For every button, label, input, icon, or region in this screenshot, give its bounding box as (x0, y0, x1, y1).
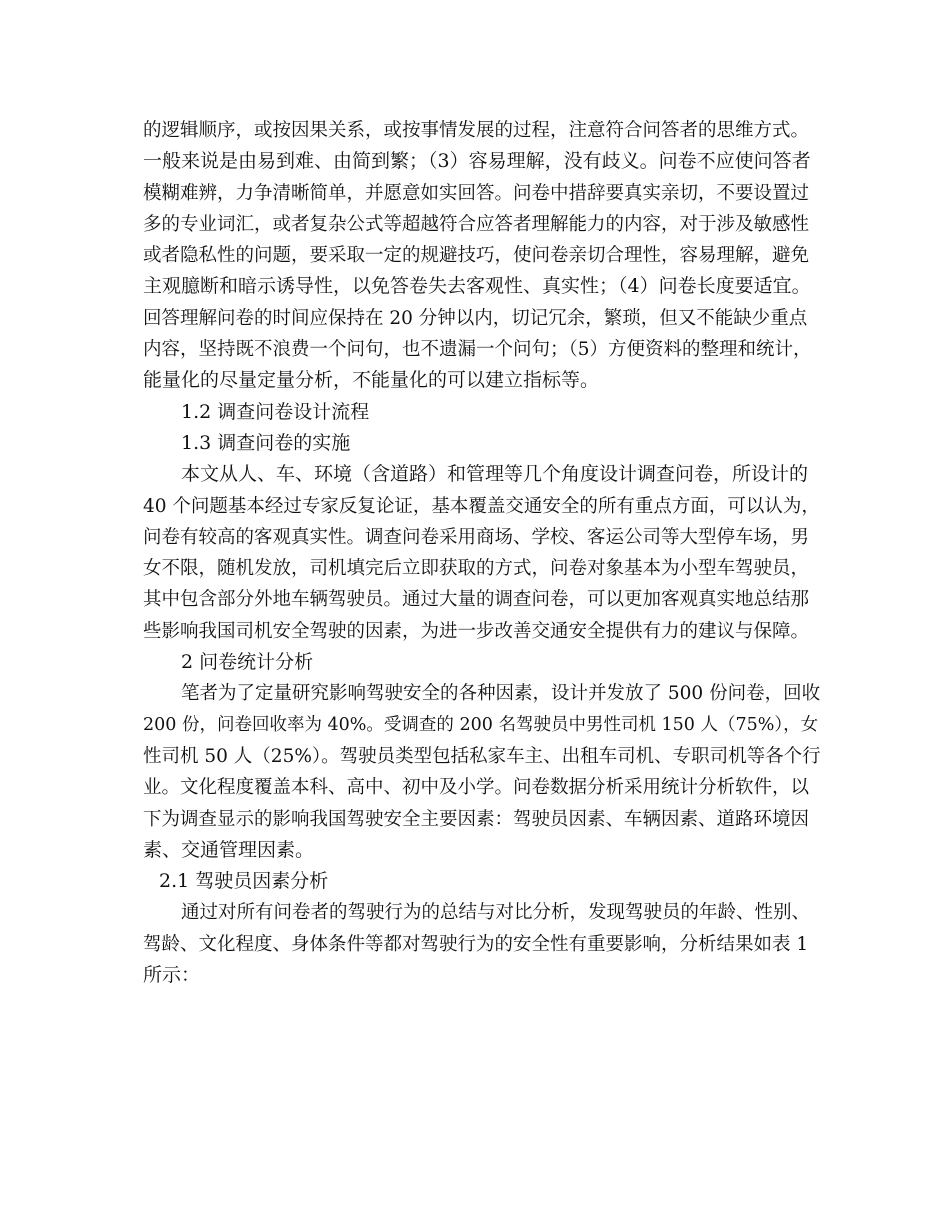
section-heading: 1.2 调查问卷设计流程 (181, 400, 370, 423)
text-line: 性司机 50 人（25%）。驾驶员类型包括私家车主、出租车司机、专职司机等各个行 (143, 745, 821, 767)
text-line: 200 份，问卷回收率为 40%。受调查的 200 名驾驶员中男性司机 150 人（75%），女 (143, 714, 819, 735)
text-line: 笔者为了定量研究影响驾驶安全的各种因素，设计并发放了 500 份问卷，回收 (181, 683, 821, 705)
text-line: 业。文化程度覆盖本科、高中、初中及小学。问卷数据分析采用统计分析软件，以 (143, 777, 810, 799)
section-heading: 2 问卷统计分析 (181, 651, 314, 674)
text-line: 模糊难辨，力争清晰简单，并愿意如实回答。问卷中措辞要真实亲切，不要设置过 (143, 182, 810, 204)
text-line: 的逻辑顺序，或按因果关系，或按事情发展的过程，注意符合问答者的思维方式。 (143, 120, 810, 141)
text-line: 素、交通管理因素。 (143, 838, 315, 861)
text-line: 通过对所有问卷者的驾驶行为的总结与对比分析，发现驾驶员的年龄、性别、 (181, 902, 811, 924)
text-line: 或者隐私性的问题，要采取一定的规避技巧，使问卷亲切合理性，容易理解，避免 (143, 245, 810, 267)
text-line: 驾龄、文化程度、身体条件等都对驾驶行为的安全性有重要影响，分析结果如表 1 (143, 933, 809, 955)
body-text (143, 115, 823, 991)
text-line: 些影响我国司机安全驾驶的因素，为进一步改善交通安全提供有力的建议与保障。 (143, 620, 810, 642)
text-line: 下为调查显示的影响我国驾驶安全主要因素：驾驶员因素、车辆因素、道路环境因 (143, 808, 810, 830)
section-heading: 2.1 驾驶员因素分析 (159, 870, 329, 893)
text-line: 内容，坚持既不浪费一个问句，也不遗漏一个问句；（5）方便资料的整理和统计， (143, 339, 812, 361)
text-line: 能量化的尽量定量分析，不能量化的可以建立指标等。 (143, 369, 600, 392)
text-line: 其中包含部分外地车辆驾驶员。通过大量的调查问卷，可以更加客观真实地总结那 (143, 589, 810, 611)
text-line: 本文从人、车、环境（含道路）和管理等几个角度设计调查问卷，所设计的 (181, 463, 809, 486)
text-line: 所示： (143, 964, 201, 987)
text-line: 问卷有较高的客观真实性。调查问卷采用商场、学校、客运公司等大型停车场，男 (143, 526, 810, 548)
text-line: 40 个问题基本经过专家反复论证，基本覆盖交通安全的所有重点方面，可以认为， (143, 495, 820, 517)
text-line: 回答理解问卷的时间应保持在 20 分钟以内，切记冗余，繁琐，但又不能缺少重点 (143, 307, 808, 329)
text-line: 多的专业词汇，或者复杂公式等超越符合应答者理解能力的内容，对于涉及敏感性 (143, 213, 810, 235)
section-heading: 1.3 调查问卷的实施 (181, 431, 351, 454)
text-line: 主观臆断和暗示诱导性，以免答卷失去客观性、真实性；（4）问卷长度要适宜。 (143, 275, 811, 298)
text-line: 一般来说是由易到难、由简到繁；（3）容易理解，没有歧义。问卷不应使问答者 (143, 150, 811, 173)
text-line: 女不限，随机发放，司机填完后立即获取的方式，问卷对象基本为小型车驾驶员， (143, 558, 810, 580)
